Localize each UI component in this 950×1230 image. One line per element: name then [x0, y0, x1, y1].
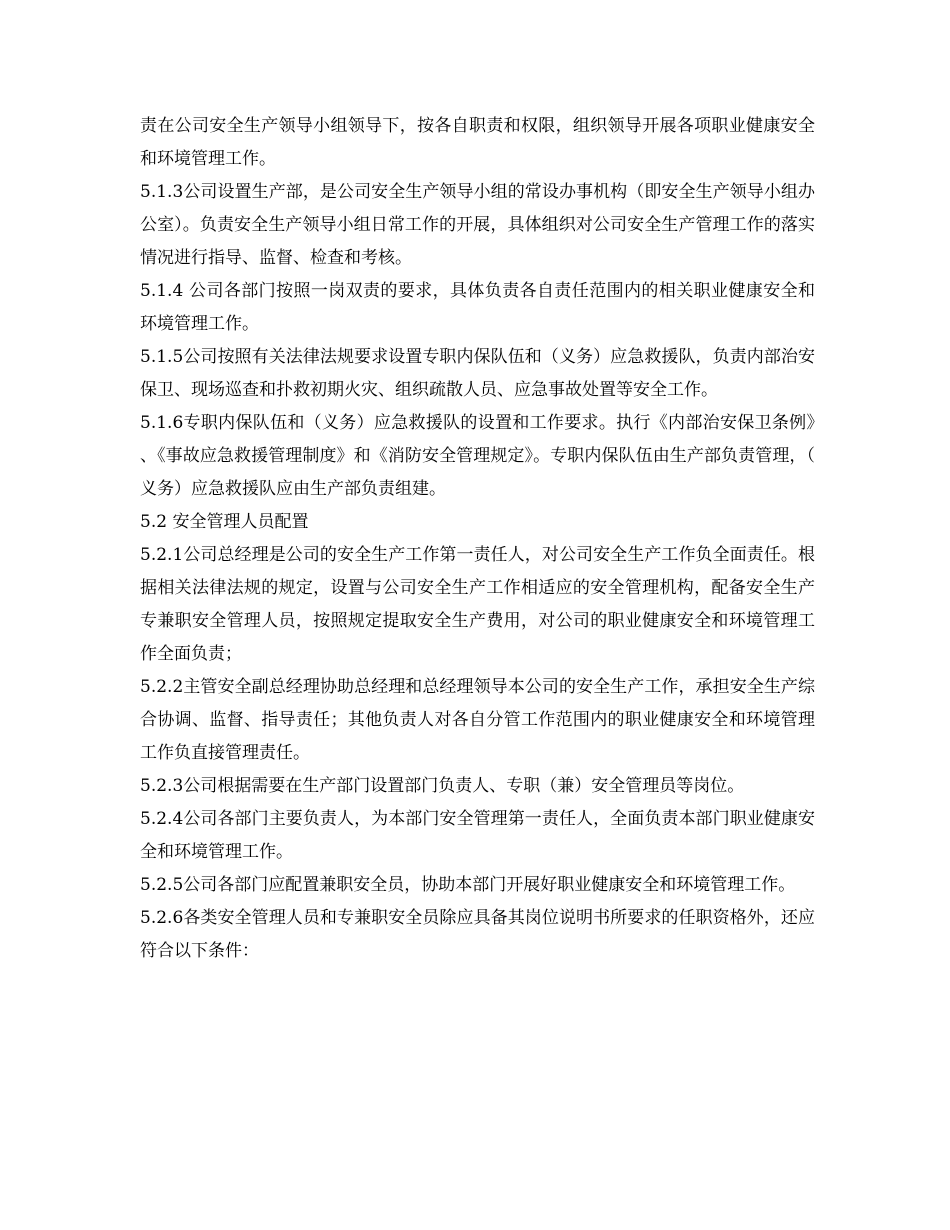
paragraph-5-2-3: 5.2.3公司根据需要在生产部门设置部门负责人、专职（兼）安全管理员等岗位。	[140, 776, 745, 796]
document-page	[140, 110, 815, 968]
section-heading-5-2: 5.2 安全管理人员配置	[140, 512, 309, 532]
paragraph-5-2-1: 5.2.1公司总经理是公司的安全生产工作第一责任人，对公司安全生产工作负全面责任。根据相关法律法规的规定，设置与公司安全生产工作相适应的安全管理机构，配备安全生产专兼职安全管理人员，按照规定提取安全生产费用，对公司的职业健康安全和环境管理工作全面负责；	[140, 545, 815, 664]
paragraph-5-2-5: 5.2.5公司各部门应配置兼职安全员，协助本部门开展好职业健康安全和环境管理工作。	[140, 875, 796, 895]
paragraph-5-2-4: 5.2.4公司各部门主要负责人，为本部门安全管理第一责任人，全面负责本部门职业健康安全和环境管理工作。	[140, 809, 815, 862]
paragraph-5-2-6: 5.2.6各类安全管理人员和专兼职安全员除应具备其岗位说明书所要求的任职资格外，还应符合以下条件：	[140, 908, 815, 961]
paragraph-5-1-4: 5.1.4 公司各部门按照一岗双责的要求，具体负责各自责任范围内的相关职业健康安全和环境管理工作。	[140, 281, 815, 334]
paragraph-5-1-5: 5.1.5公司按照有关法律法规要求设置专职内保队伍和（义务）应急救援队，负责内部治安保卫、现场巡查和扑救初期火灾、组织疏散人员、应急事故处置等安全工作。	[140, 347, 815, 400]
paragraph-5-2-2: 5.2.2主管安全副总经理协助总经理和总经理领导本公司的安全生产工作，承担安全生产综合协调、监督、指导责任；其他负责人对各自分管工作范围内的职业健康安全和环境管理工作负直接管理责任。	[140, 677, 815, 763]
paragraph-5-1-6: 5.1.6专职内保队伍和（义务）应急救援队的设置和工作要求。执行《内部治安保卫条例》、《事故应急救援管理制度》和《消防安全管理规定》。专职内保队伍由生产部负责管理，（义务）应急救援队应由生产部负责组建。	[140, 413, 815, 499]
paragraph-responsibility-continuation: 责在公司安全生产领导小组领导下，按各自职责和权限，组织领导开展各项职业健康安全和环境管理工作。	[140, 116, 815, 169]
paragraph-5-1-3: 5.1.3公司设置生产部，是公司安全生产领导小组的常设办事机构（即安全生产领导小组办公室）。负责安全生产领导小组日常工作的开展，具体组织对公司安全生产管理工作的落实情况进行指导、监督、检查和考核。	[140, 182, 815, 268]
